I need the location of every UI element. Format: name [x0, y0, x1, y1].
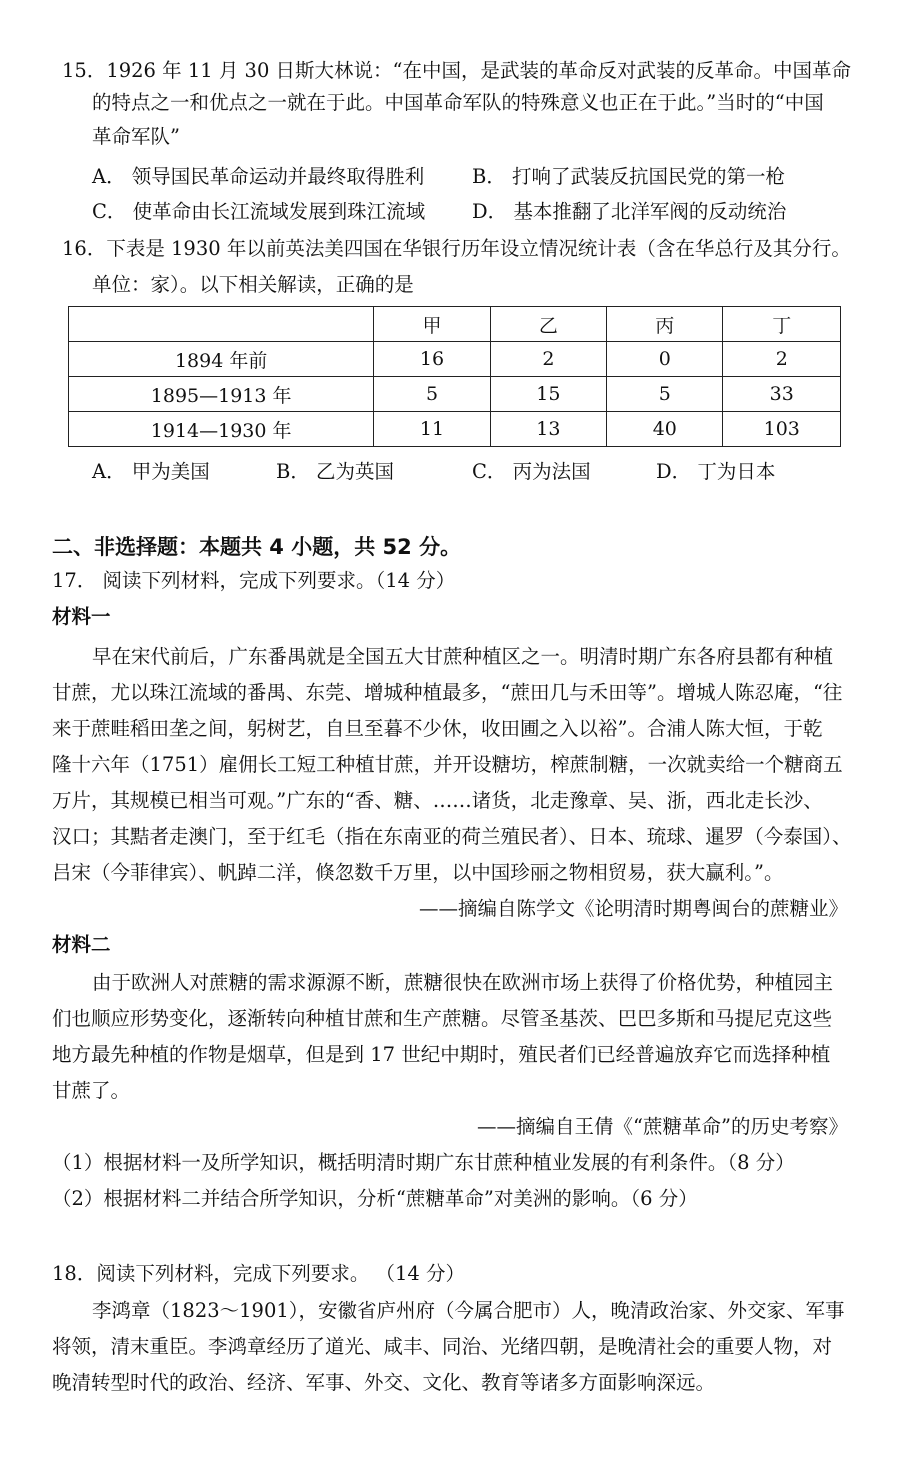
q17-m1-source: ——摘编自陈学文《论明清时期粤闽台的蔗糖业》	[418, 897, 848, 920]
section-2-heading: 二、非选择题：本题共 4 小题，共 52 分。	[52, 535, 462, 559]
table-cell: 33	[723, 377, 841, 412]
q17-m2-line: 由于欧洲人对蔗糖的需求源源不断，蔗糖很快在欧洲市场上获得了价格优势，种植园主	[92, 971, 834, 994]
q15-option-a: A． 领导国民革命运动并最终取得胜利	[92, 165, 425, 188]
table-cell: 11	[374, 412, 490, 447]
q17-m1-line: 早在宋代前后，广东番禺就是全国五大甘蔗种植区之一。明清时期广东各府县都有种植	[92, 645, 834, 668]
q15-option-d: D． 基本推翻了北洋军阀的反动统治	[472, 200, 787, 223]
table-header-row	[69, 307, 841, 342]
q17-m1-line: 隆十六年（1751）雇佣长工短工种植甘蔗，并开设糖坊，榨蔗制糖，一次就卖给一个糖商五	[52, 753, 843, 776]
table-cell: 5	[374, 377, 490, 412]
table-cell: 103	[723, 412, 841, 447]
table-cell: 40	[607, 412, 723, 447]
q17-m2-line: 们也顺应形势变化，逐渐转向种植甘蔗和生产蔗糖。尽管圣基茨、巴巴多斯和马提尼克这些	[52, 1007, 833, 1030]
table-cell: 2	[490, 342, 606, 377]
q16-option-c: C． 丙为法国	[472, 460, 591, 483]
table-header-cell: 甲	[374, 307, 490, 342]
q17-sub-question-2: （2）根据材料二并结合所学知识，分析“蔗糖革命”对美洲的影响。（6 分）	[52, 1187, 698, 1210]
q17-m1-line: 吕宋（今菲律宾）、帆踔二洋，倏忽数千万里，以中国珍丽之物相贸易，获大赢利。”。	[52, 861, 784, 884]
q17-m1-line: 甘蔗，尤以珠江流域的番禺、东莞、增城种植最多，“蔗田几与禾田等”。增城人陈忍庵，“往	[52, 681, 843, 704]
q17-sub-question-1: （1）根据材料一及所学知识，概括明清时期广东甘蔗种植业发展的有利条件。（8 分）	[52, 1151, 795, 1174]
q17-m2-line: 甘蔗了。	[52, 1079, 131, 1102]
q17-material-1-label: 材料一	[52, 605, 111, 628]
table-cell: 15	[490, 377, 606, 412]
bank-statistics-table	[68, 306, 841, 447]
q17-m2-source: ——摘编自王倩《“蔗糖革命”的历史考察》	[477, 1115, 848, 1138]
q17-title: 17． 阅读下列材料，完成下列要求。（14 分）	[52, 569, 456, 592]
q17-m1-line: 万片，其规模已相当可观。”广东的“香、糖、……诸货，北走豫章、吴、浙，西北走长沙、	[52, 789, 823, 812]
q15-option-b: B． 打响了武装反抗国民党的第一枪	[472, 165, 786, 188]
q18-line: 李鸿章（1823～1901），安徽省庐州府（今属合肥市）人，晚清政治家、外交家、军事	[92, 1299, 845, 1322]
table-header-cell: 乙	[490, 307, 606, 342]
table-cell: 13	[490, 412, 606, 447]
table-cell: 2	[723, 342, 841, 377]
table-row	[69, 377, 841, 412]
table-row	[69, 342, 841, 377]
q18-title: 18．阅读下列材料，完成下列要求。 （14 分）	[52, 1262, 466, 1285]
q16-option-a: A． 甲为美国	[92, 460, 210, 483]
q17-material-2-label: 材料二	[52, 933, 111, 956]
table-cell: 1894 年前	[69, 342, 374, 377]
q15-line-3: 革命军队”	[92, 125, 180, 148]
q16-line-2: 单位：家）。以下相关解读，正确的是	[92, 273, 414, 296]
q16-option-b: B． 乙为英国	[276, 460, 395, 483]
q18-line: 将领，清末重臣。李鸿章经历了道光、咸丰、同治、光绪四朝，是晚清社会的重要人物，对	[52, 1335, 833, 1358]
table-row	[69, 412, 841, 447]
q18-line: 晚清转型时代的政治、经济、军事、外交、文化、教育等诸多方面影响深远。	[52, 1371, 716, 1394]
table-cell: 16	[374, 342, 490, 377]
table-header-cell	[69, 307, 374, 342]
q15-line-1: 15．1926 年 11 月 30 日斯大林说：“在中国，是武装的革命反对武装的反革命。中国革命	[62, 59, 852, 82]
table-cell: 5	[607, 377, 723, 412]
table-cell: 0	[607, 342, 723, 377]
q17-m1-line: 汉口；其黠者走澳门，至于红毛（指在东南亚的荷兰殖民者）、日本、琉球、暹罗（今泰国）、	[52, 825, 852, 848]
q17-m2-line: 地方最先种植的作物是烟草，但是到 17 世纪中期时，殖民者们已经普遍放弃它而选择种植	[52, 1043, 831, 1066]
table-cell: 1895—1913 年	[69, 377, 374, 412]
table-cell: 1914—1930 年	[69, 412, 374, 447]
q15-option-c: C． 使革命由长江流域发展到珠江流域	[92, 200, 426, 223]
table-header-cell: 丁	[723, 307, 841, 342]
q17-m1-line: 来于蔗畦稻田垄之间，躬树艺，自旦至暮不少休，收田圃之入以裕”。合浦人陈大恒，于乾	[52, 717, 823, 740]
q16-option-d: D． 丁为日本	[656, 460, 776, 483]
table-header-cell: 丙	[607, 307, 723, 342]
q16-line-1: 16．下表是 1930 年以前英法美四国在华银行历年设立情况统计表（含在华总行及其分行。	[62, 237, 851, 260]
q15-line-2: 的特点之一和优点之一就在于此。中国革命军队的特殊意义也正在于此。”当时的“中国	[92, 91, 824, 114]
